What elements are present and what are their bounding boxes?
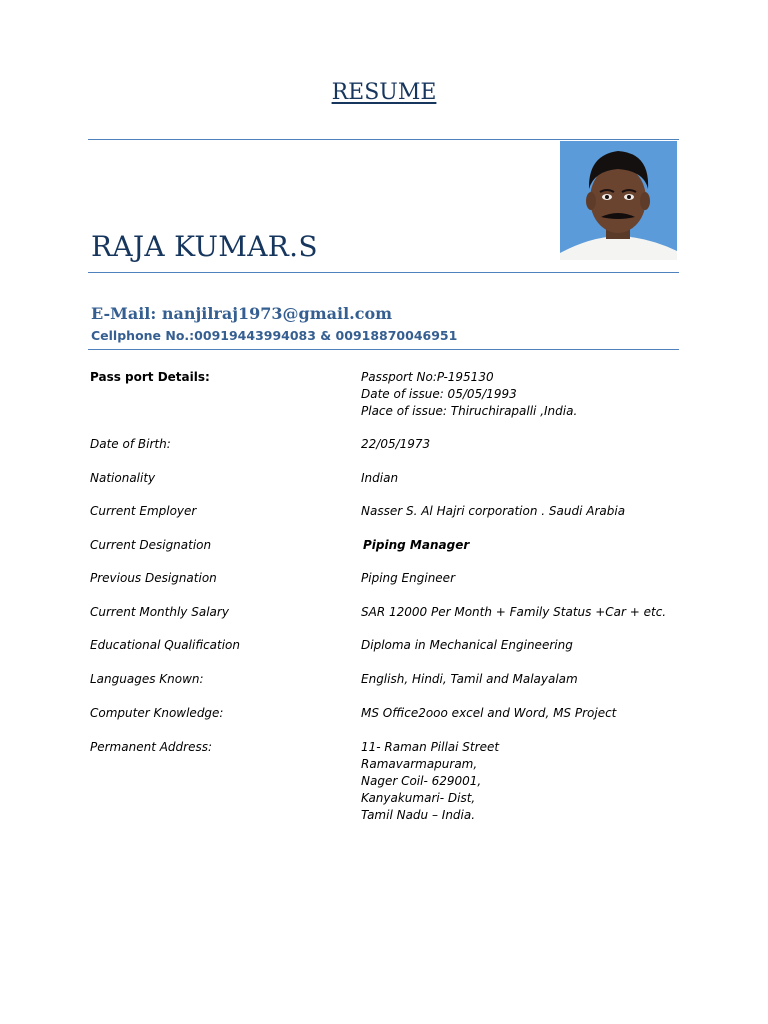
document-title: RESUME [331,80,437,105]
label-nationality: Nationality [90,471,156,485]
address-line-5: Tamil Nadu – India. [361,808,476,822]
value-permanent-address [361,739,499,824]
passport-issue-date: Date of issue: 05/05/1993 [361,387,517,401]
address-line-2: Ramavarmapuram, [361,757,478,771]
value-dob: 22/05/1973 [361,437,431,451]
value-passport [361,369,577,420]
label-previous-designation: Previous Designation [90,571,217,585]
divider-under-name [88,272,679,273]
email-address: E-Mail: nanjilraj1973@gmail.com [91,304,393,323]
label-permanent-address: Permanent Address: [90,740,213,754]
passport-issue-place: Place of issue: Thiruchirapalli ,India. [361,404,578,418]
address-line-1: 11- Raman Pillai Street [361,740,500,754]
value-languages: English, Hindi, Tamil and Malayalam [361,672,578,686]
value-monthly-salary: SAR 12000 Per Month + Family Status +Car + etc. [361,605,667,619]
value-current-designation: Piping Manager [363,538,470,552]
address-line-3: Nager Coil- 629001, [361,774,482,788]
label-monthly-salary: Current Monthly Salary [90,605,229,619]
cellphone-numbers: Cellphone No.:00919443994083 & 00918870046951 [91,328,458,343]
label-languages: Languages Known: [90,672,204,686]
label-passport: Pass port Details: [90,370,210,384]
candidate-name: RAJA KUMAR.S [91,230,318,263]
value-computer-knowledge: MS Office2ooo excel and Word, MS Project [361,706,617,720]
label-computer-knowledge: Computer Knowledge: [90,706,224,720]
value-previous-designation: Piping Engineer [361,571,456,585]
address-line-4: Kanyakumari- Dist, [361,791,476,805]
label-dob: Date of Birth: [90,437,171,451]
label-education: Educational Qualification [90,638,241,652]
value-current-employer: Nasser S. Al Hajri corporation . Saudi Arabia [361,504,626,518]
divider-contact [88,349,679,350]
divider-top [88,139,679,140]
value-nationality: Indian [361,471,399,485]
label-current-designation: Current Designation [90,538,212,552]
label-current-employer: Current Employer [90,504,197,518]
value-education: Diploma in Mechanical Engineering [361,638,573,652]
passport-number: Passport No:P-195130 [361,370,494,384]
profile-photo [560,141,677,260]
